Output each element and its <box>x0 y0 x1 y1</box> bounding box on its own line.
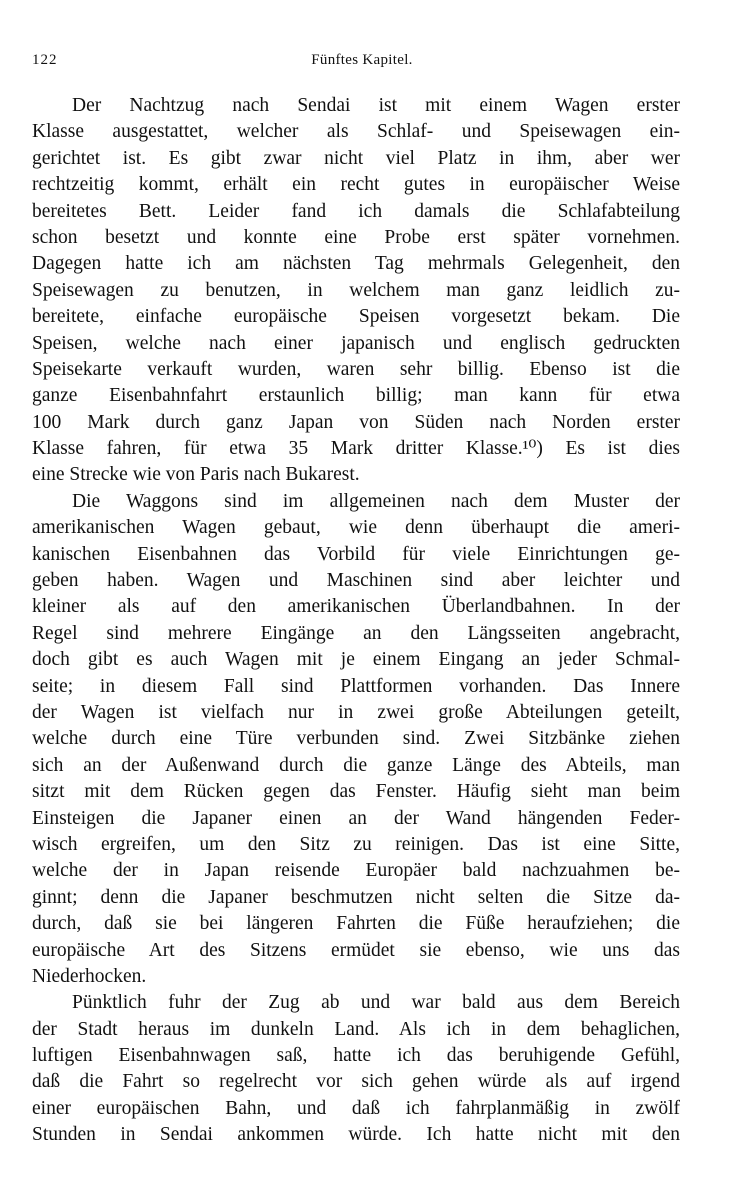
page-number: 122 <box>32 52 58 68</box>
text-line: Speisewagen zu benutzen, in welchem man ganz leidlich zu- <box>32 279 680 301</box>
text-line: 100 Mark durch ganz Japan von Süden nach Norden erster <box>32 411 680 433</box>
paragraph <box>32 489 680 990</box>
text-line: kanischen Eisenbahnen das Vorbild für viele Einrichtungen ge- <box>32 543 680 565</box>
text-line: Pünktlich fuhr der Zug ab und war bald aus dem Bereich <box>72 992 680 1014</box>
text-line: welche der in Japan reisende Europäer bald nachzuahmen be- <box>32 860 680 882</box>
text-line: rechtzeitig kommt, erhält ein recht gutes in europäischer Weise <box>32 174 680 196</box>
text-line: welche durch eine Türe verbunden sind. Zwei Sitzbänke ziehen <box>32 728 680 750</box>
text-line: der Wagen ist vielfach nur in zwei große Abteilungen geteilt, <box>32 701 680 723</box>
text-line: seite; in diesem Fall sind Plattformen vorhanden. Das Innere <box>32 675 680 697</box>
text-line: Stunden in Sendai ankommen würde. Ich hatte nicht mit den <box>32 1124 680 1146</box>
text-line: einer europäischen Bahn, und daß ich fahrplanmäßig in zwölf <box>32 1097 680 1119</box>
text-line: durch, daß sie bei längeren Fahrten die Füße heraufziehen; die <box>32 913 680 935</box>
text-line: Klasse ausgestattet, welcher als Schlaf- und Speisewagen ein- <box>32 121 680 143</box>
page-header <box>32 52 692 74</box>
text-line: doch gibt es auch Wagen mit je einem Eingang an jeder Schmal- <box>32 649 680 671</box>
text-line: bereitete, einfache europäische Speisen vorgesetzt bekam. Die <box>32 306 680 328</box>
text-line: ginnt; denn die Japaner beschmutzen nicht selten die Sitze da- <box>32 886 680 908</box>
text-line: Niederhocken. <box>32 965 147 987</box>
body-text <box>32 93 680 1149</box>
text-line: der Stadt heraus im dunkeln Land. Als ich in dem behaglichen, <box>32 1018 680 1040</box>
text-line: kleiner als auf den amerikanischen Überlandbahnen. In der <box>32 596 680 618</box>
text-line: Dagegen hatte ich am nächsten Tag mehrmals Gelegenheit, den <box>32 253 680 275</box>
text-line: Einsteigen die Japaner einen an der Wand hängenden Feder- <box>32 807 680 829</box>
text-line: amerikanischen Wagen gebaut, wie denn überhaupt die ameri- <box>32 517 680 539</box>
text-line: bereitetes Bett. Leider fand ich damals die Schlafabteilung <box>32 200 680 222</box>
text-line: europäische Art des Sitzens ermüdet sie ebenso, wie uns das <box>32 939 680 961</box>
text-line: Speisekarte verkauft wurden, waren sehr billig. Ebenso ist die <box>32 358 680 380</box>
text-line: wisch ergreifen, um den Sitz zu reinigen. Das ist eine Sitte, <box>32 833 680 855</box>
text-line: daß die Fahrt so regelrecht vor sich gehen würde als auf irgend <box>32 1071 680 1093</box>
paragraph <box>32 93 680 489</box>
text-line: Die Waggons sind im allgemeinen nach dem Muster der <box>72 490 680 512</box>
text-line: Speisen, welche nach einer japanisch und englisch gedruckten <box>32 332 680 354</box>
text-line: Regel sind mehrere Eingänge an den Längsseiten angebracht, <box>32 622 680 644</box>
text-line: schon besetzt und konnte eine Probe erst später vornehmen. <box>32 226 680 248</box>
running-title: Fünftes Kapitel. <box>311 52 413 68</box>
text-line: Klasse fahren, für etwa 35 Mark dritter Klasse.¹⁰) Es ist dies <box>32 438 680 460</box>
text-line: sich an der Außenwand durch die ganze Länge des Abteils, man <box>32 754 680 776</box>
text-line: geben haben. Wagen und Maschinen sind aber leichter und <box>32 570 680 592</box>
text-line: eine Strecke wie von Paris nach Bukarest. <box>32 464 360 486</box>
paragraph <box>32 990 680 1148</box>
text-line: Der Nachtzug nach Sendai ist mit einem Wagen erster <box>72 95 680 116</box>
text-line: gerichtet ist. Es gibt zwar nicht viel Platz in ihm, aber wer <box>32 147 680 169</box>
text-line: sitzt mit dem Rücken gegen das Fenster. Häufig sieht man beim <box>32 781 680 803</box>
text-line: ganze Eisenbahnfahrt erstaunlich billig; man kann für etwa <box>32 385 680 407</box>
text-line: luftigen Eisenbahnwagen saß, hatte ich das beruhigende Gefühl, <box>32 1045 680 1067</box>
